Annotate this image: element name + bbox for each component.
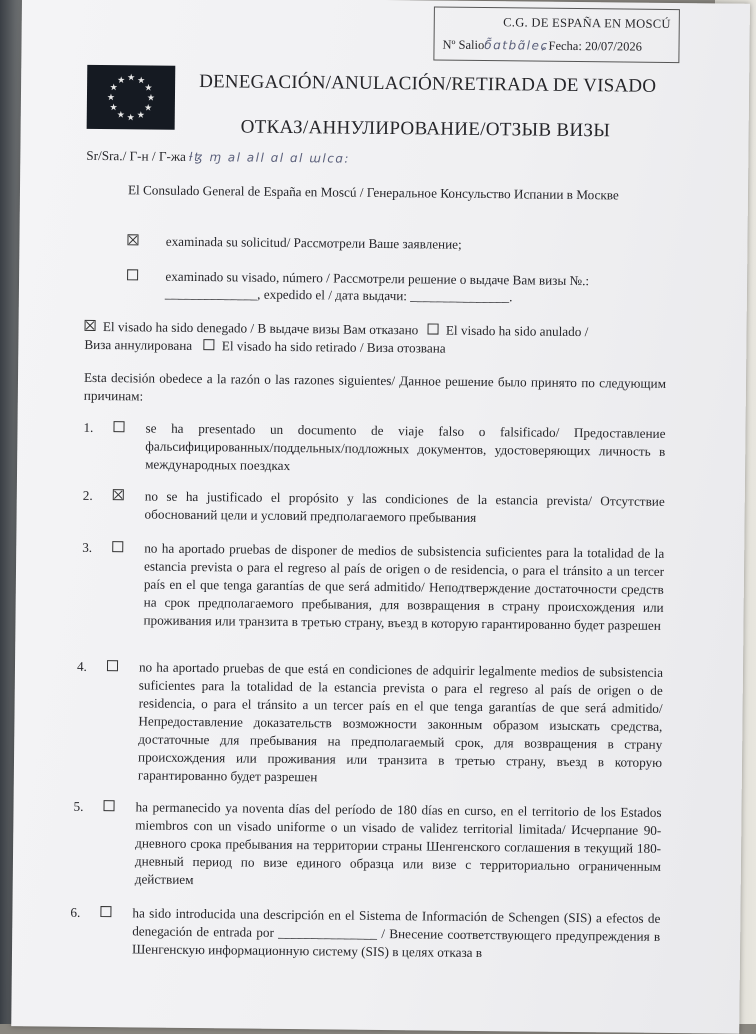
- reason-text: ha sido introducida una descripción en el Sistema de Información de Schengen (SIS) a efectos de denegación de entrada por _______________ / Внесение соответствующего предупреждения в Шенгенскую информационную систему (SIS) в целях отказа в: [131, 905, 661, 961]
- stamp-number-handwritten: б̃ɑtbɑ̃leɕ: [484, 38, 549, 53]
- star-icon: ★: [117, 74, 126, 85]
- checkbox-empty-icon: [203, 339, 214, 350]
- decision-anulado: El visado ha sido anulado /: [445, 322, 589, 340]
- checkbox-empty-icon: [100, 906, 111, 917]
- checkbox-empty-icon: [103, 800, 114, 811]
- reason-text: no ha aportado pruebas de disponer de medios de subsistencia suficientes para la totalidad de la estancia prevista o para el regreso al país de origen o de residencia, o para el tránsito a un tercer país en el que tenga garantías de que será admitido/ Неподтверждение достаточности средств на срок предполагаемого пребывания, для возвращения в страну происхождения или проживания или транзита в третью страну, въезд в которую гарантированно будет разрешен: [143, 540, 665, 633]
- decision-denegado: El visado ha sido denegado / В выдаче визы Вам отказано: [102, 319, 419, 338]
- star-icon: ★: [116, 109, 125, 120]
- checkbox-checked-icon: [85, 320, 96, 331]
- checkbox-empty-icon: [113, 421, 124, 432]
- checkbox-empty-icon: [428, 323, 439, 334]
- option-visado-label: examinado su visado, número / Рассмотрели решение о выдаче Вам визы №.:: [165, 268, 590, 289]
- eu-flag-icon: [87, 65, 176, 130]
- option-solicitud: [127, 232, 461, 252]
- decision-anulado-ru: Виза аннулирована: [84, 336, 193, 353]
- option-visado-fields: ______________, expedido el / дата выдачи: _______________.: [164, 285, 513, 305]
- decision-line-2: [84, 336, 445, 357]
- star-icon: ★: [144, 82, 153, 93]
- star-icon: ★: [146, 92, 156, 103]
- title-russian: ОТКАЗ/АННУЛИРОВАНИЕ/ОТЗЫВ ВИЗЫ: [240, 116, 611, 142]
- reason-text: no se ha justificado el propósito y las condiciones de la estancia prevista/ Отсутствие обоснований цели и условий предполагаемого пребывания: [144, 488, 665, 525]
- decision-retirado: El visado ha sido retirado / Виза отозвана: [221, 338, 446, 356]
- reason-number: 5.: [73, 798, 84, 814]
- star-icon: ★: [109, 102, 118, 113]
- stamp-number-label: Nº Salio: [442, 37, 485, 53]
- checkbox-empty-icon: [112, 541, 123, 552]
- stamp-title: C.G. DE ESPAÑA EN MOSCÚ: [503, 15, 671, 31]
- checkbox-empty-icon: [127, 269, 138, 280]
- star-icon: ★: [137, 75, 146, 86]
- star-icon: ★: [136, 109, 145, 120]
- reason-number: 4.: [76, 658, 87, 674]
- reasons-intro: Esta decisión obedece a la razón o las razones siguientes/ Данное решение было принято по следующим причинам:: [83, 369, 667, 404]
- option-solicitud-label: examinada su solicitud/ Рассмотрели Ваше заявление;: [165, 233, 462, 252]
- document-page: [11, 0, 750, 1034]
- star-icon: ★: [127, 72, 136, 83]
- stamp-date: Fecha: 20/07/2026: [548, 38, 643, 54]
- title-spanish: DENEGACIÓN/ANULACIÓN/RETIRADA DE VISADO: [199, 71, 657, 97]
- checkbox-checked-icon: [127, 234, 138, 245]
- reason-number: 1.: [83, 419, 94, 435]
- star-icon: ★: [126, 112, 135, 123]
- star-icon: ★: [106, 92, 116, 103]
- star-icon: ★: [109, 82, 118, 93]
- addressee-handwritten-name: ƚꜩ ɱ al all ɑl ɑl ɯlcɑ:: [189, 149, 351, 166]
- reason-text: no ha aportado pruebas de que está en condiciones de adquirir legalmente medios de subsistencia suficientes para la totalidad de la estancia prevista o para el regreso al país de origen o de residencia, o para el tránsito a un tercer país en el que tenga garantías de que será admitido/ Непредоставление доказательств возможности законным образом изыскать средства, достаточные для пребывания на предполагаемый срок, для возвращения в страну происхождения или проживания или транзита в третью страну, въезд в которую гарантированно будет разрешен: [137, 659, 664, 785]
- reason-text: se ha presentado un documento de viaje falso o falsificado/ Предоставление фальсифицированных/поддельных/подложных документов, удостоверяющих личность в международных поездках: [145, 420, 666, 474]
- addressee-label: Sr/Sra./ Г-н / Г-жа: [86, 147, 186, 164]
- checkbox-checked-icon: [113, 489, 124, 500]
- consulate-stamp: [433, 7, 680, 64]
- reason-number: 2.: [82, 487, 93, 503]
- reason-number: 6.: [70, 904, 81, 920]
- reason-text: ha permanecido ya noventa días del período de 180 días en curso, en el territorio de los Estados miembros con un visado uniforme o un visado de validez territorial limitada/ Исчерпание 90-дневного срока пребывания на территории страны Шенгенского соглашения в текущий 180-дневный период по визе единого образца или визе с территориально ограниченным действием: [134, 799, 662, 888]
- addressee-line: [86, 147, 350, 168]
- reason-number: 3.: [82, 539, 93, 555]
- stamp-number-date: [442, 37, 642, 55]
- star-icon: ★: [144, 102, 153, 113]
- intro-paragraph: El Consulado General de España en Moscú / Генеральное Консульство Испании в Москве: [127, 182, 619, 203]
- checkbox-empty-icon: [107, 660, 118, 671]
